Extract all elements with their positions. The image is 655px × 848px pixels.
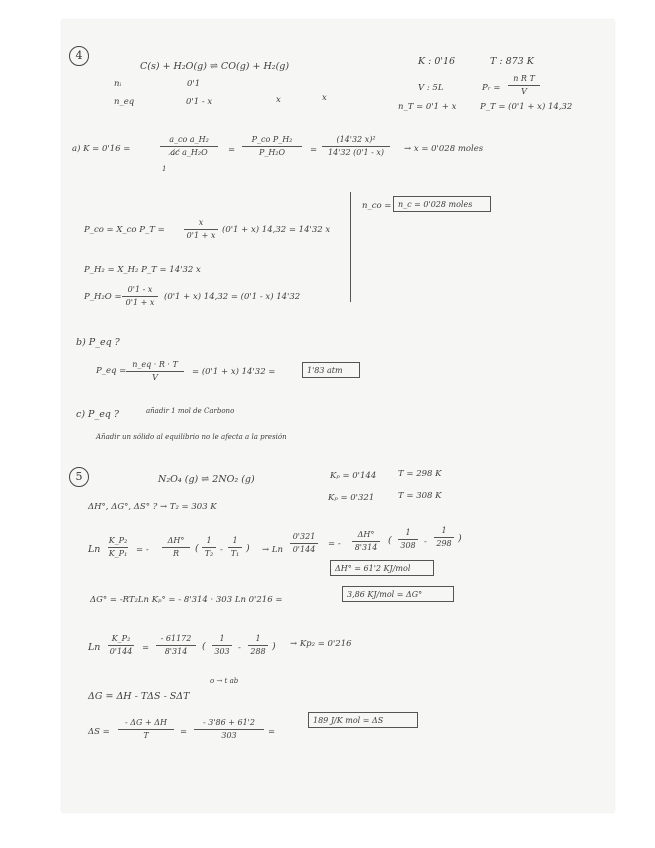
equals-minus: = - [136,545,149,555]
h2o-mole-fraction: 0'1 - x 0'1 + x [122,285,158,308]
eq-pressure-lhs: P_eq = [96,366,127,376]
part-b-label: b) P_eq ? [76,337,120,348]
arrow-ln: → Ln [262,545,283,555]
close-paren-3: ) [272,641,276,652]
inv-303: 1 303 [212,634,232,657]
part-c-note: añadir 1 mol de Carbono [146,407,235,415]
temperature-298: T = 298 K [398,469,442,479]
eq-pressure-rhs: = (0'1 + x) 14'32 = [192,367,276,377]
minus-sign-2: - [424,537,427,547]
kp-298: Kₚ = 0'144 [330,471,377,481]
entropy-lhs: ΔS = [88,727,110,737]
total-moles: n_T = 0'1 + x [398,102,457,112]
open-paren-3: ( [202,641,206,652]
equilibrium-moles-h2: x [322,93,327,103]
inv-t1: 1 T₁ [228,536,242,559]
activity-one: 1 [162,165,167,173]
h2o-pressure-rhs: (0'1 + x) 14,32 = (0'1 - x) 14'32 [164,292,301,302]
co-pressure-rhs: (0'1 + x) 14,32 = 14'32 x [222,225,331,235]
inv-308: 1 308 [398,528,418,551]
inv-298: 1 298 [434,526,454,549]
eq-pressure-answer: 1'83 atm [302,362,360,378]
kp2-result: → Kp₂ = 0'216 [290,639,352,649]
total-pressure: P_T = (0'1 + x) 14,32 [480,102,573,112]
ln-label: Ln [88,544,101,555]
open-paren-2: ( [388,535,392,546]
initial-moles-label: nᵢ [114,79,122,89]
equilibrium-moles-label: n_eq [114,97,135,107]
open-paren: ( [195,543,199,554]
equals-sign-5: = [268,727,276,737]
kp-308: Kₚ = 0'321 [328,493,375,503]
pressure-ratio: P_co P_H₂ P_H₂O [242,135,302,158]
kp-ratio: K_P₂ K_P₁ [108,536,128,558]
close-paren: ) [246,543,250,554]
inv-t2: 1 T₂ [202,536,216,559]
dh-over-r: ΔH° R [162,536,190,559]
minus-sign-3: - [238,643,241,653]
equals-minus-2: = - [328,539,341,549]
entropy-answer: 189 J/K mol = ΔS [308,712,418,728]
moles-co-label: n_co = [362,201,392,211]
part-c-label: c) P_eq ? [76,409,120,420]
reaction-equation-2: N₂O₄ (g) ⇌ 2NO₂ (g) [158,474,255,485]
ln-label-2: Ln [88,642,101,653]
equals-sign: = [228,145,236,155]
x-result: → x = 0'028 moles [404,144,484,154]
volume: V : 5L [418,83,444,93]
part-a-label: a) K = 0'16 = [72,144,131,154]
entropy-formula: - ΔG + ΔH T [118,718,174,741]
co-pressure-lhs: P_co = X_co P_T = [84,225,165,235]
x-expression: (14'32 x)² 14'32 (0'1 - x) [322,135,390,158]
moles-co-answer: n_c = 0'028 moles [393,196,491,212]
equilibrium-constant: K : 0'16 [418,56,456,67]
eq-pressure-formula: n_eq · R · T V [126,360,184,383]
minus-sign: - [220,545,223,555]
enthalpy-answer: ΔH° = 61'2 KJ/mol [330,560,434,576]
equilibrium-moles-co: x [276,95,281,105]
dh-value-over-r: - 61172 8'314 [156,634,196,657]
gibbs-equation: ΔG° = -RT₂Ln Kₚ° = - 8'314 · 303 Ln 0'216 = [90,595,283,605]
gibbs-answer: 3,86 KJ/mol = ΔG° [342,586,454,602]
problem-number-5: 5 [69,467,89,487]
gibbs-annotation: o → t ab [210,677,239,685]
temperature-308: T = 308 K [398,491,442,501]
h2o-pressure-lhs: P_H₂O = [84,292,122,302]
pressure-formula: n R T V [508,74,540,97]
pressure-label: Pᵣ = [482,83,501,93]
inv-288: 1 288 [248,634,268,657]
reaction-equation: C(s) + H₂O(g) ⇌ CO(g) + H₂(g) [140,61,290,72]
equals-sign-4: = [180,727,188,737]
co-mole-fraction: x 0'1 + x [184,218,218,241]
initial-moles-value: 0'1 [187,79,201,89]
equilibrium-moles-water: 0'1 - x [186,97,213,107]
equals-sign-3: = [142,643,150,653]
kp-values-ratio: 0'321 0'144 [290,532,318,555]
problem-number-4: 4 [69,46,89,66]
problem-5-question: ΔH°, ΔG°, ΔS° ? → T₂ = 303 K [88,502,217,512]
divider-line [350,192,351,302]
kp2-ratio: K_P₂ 0'144 [109,634,133,656]
h2-pressure: P_H₂ = X_H₂ P_T = 14'32 x [84,265,201,275]
activity-ratio: a_co a_H₂ a̸c̸ a_H₂O [160,135,218,158]
part-c-answer: Añadir un sólido al equilibrio no le afecta a la presión [96,433,287,441]
temperature: T : 873 K [490,56,534,67]
dh-over-r-value: ΔH° 8'314 [352,530,380,553]
close-paren-2: ) [458,533,462,544]
equals-sign-2: = [310,145,318,155]
entropy-values: - 3'86 + 61'2 303 [194,718,264,741]
gibbs-full-equation: ΔG = ΔH - TΔS - SΔT [88,691,190,702]
